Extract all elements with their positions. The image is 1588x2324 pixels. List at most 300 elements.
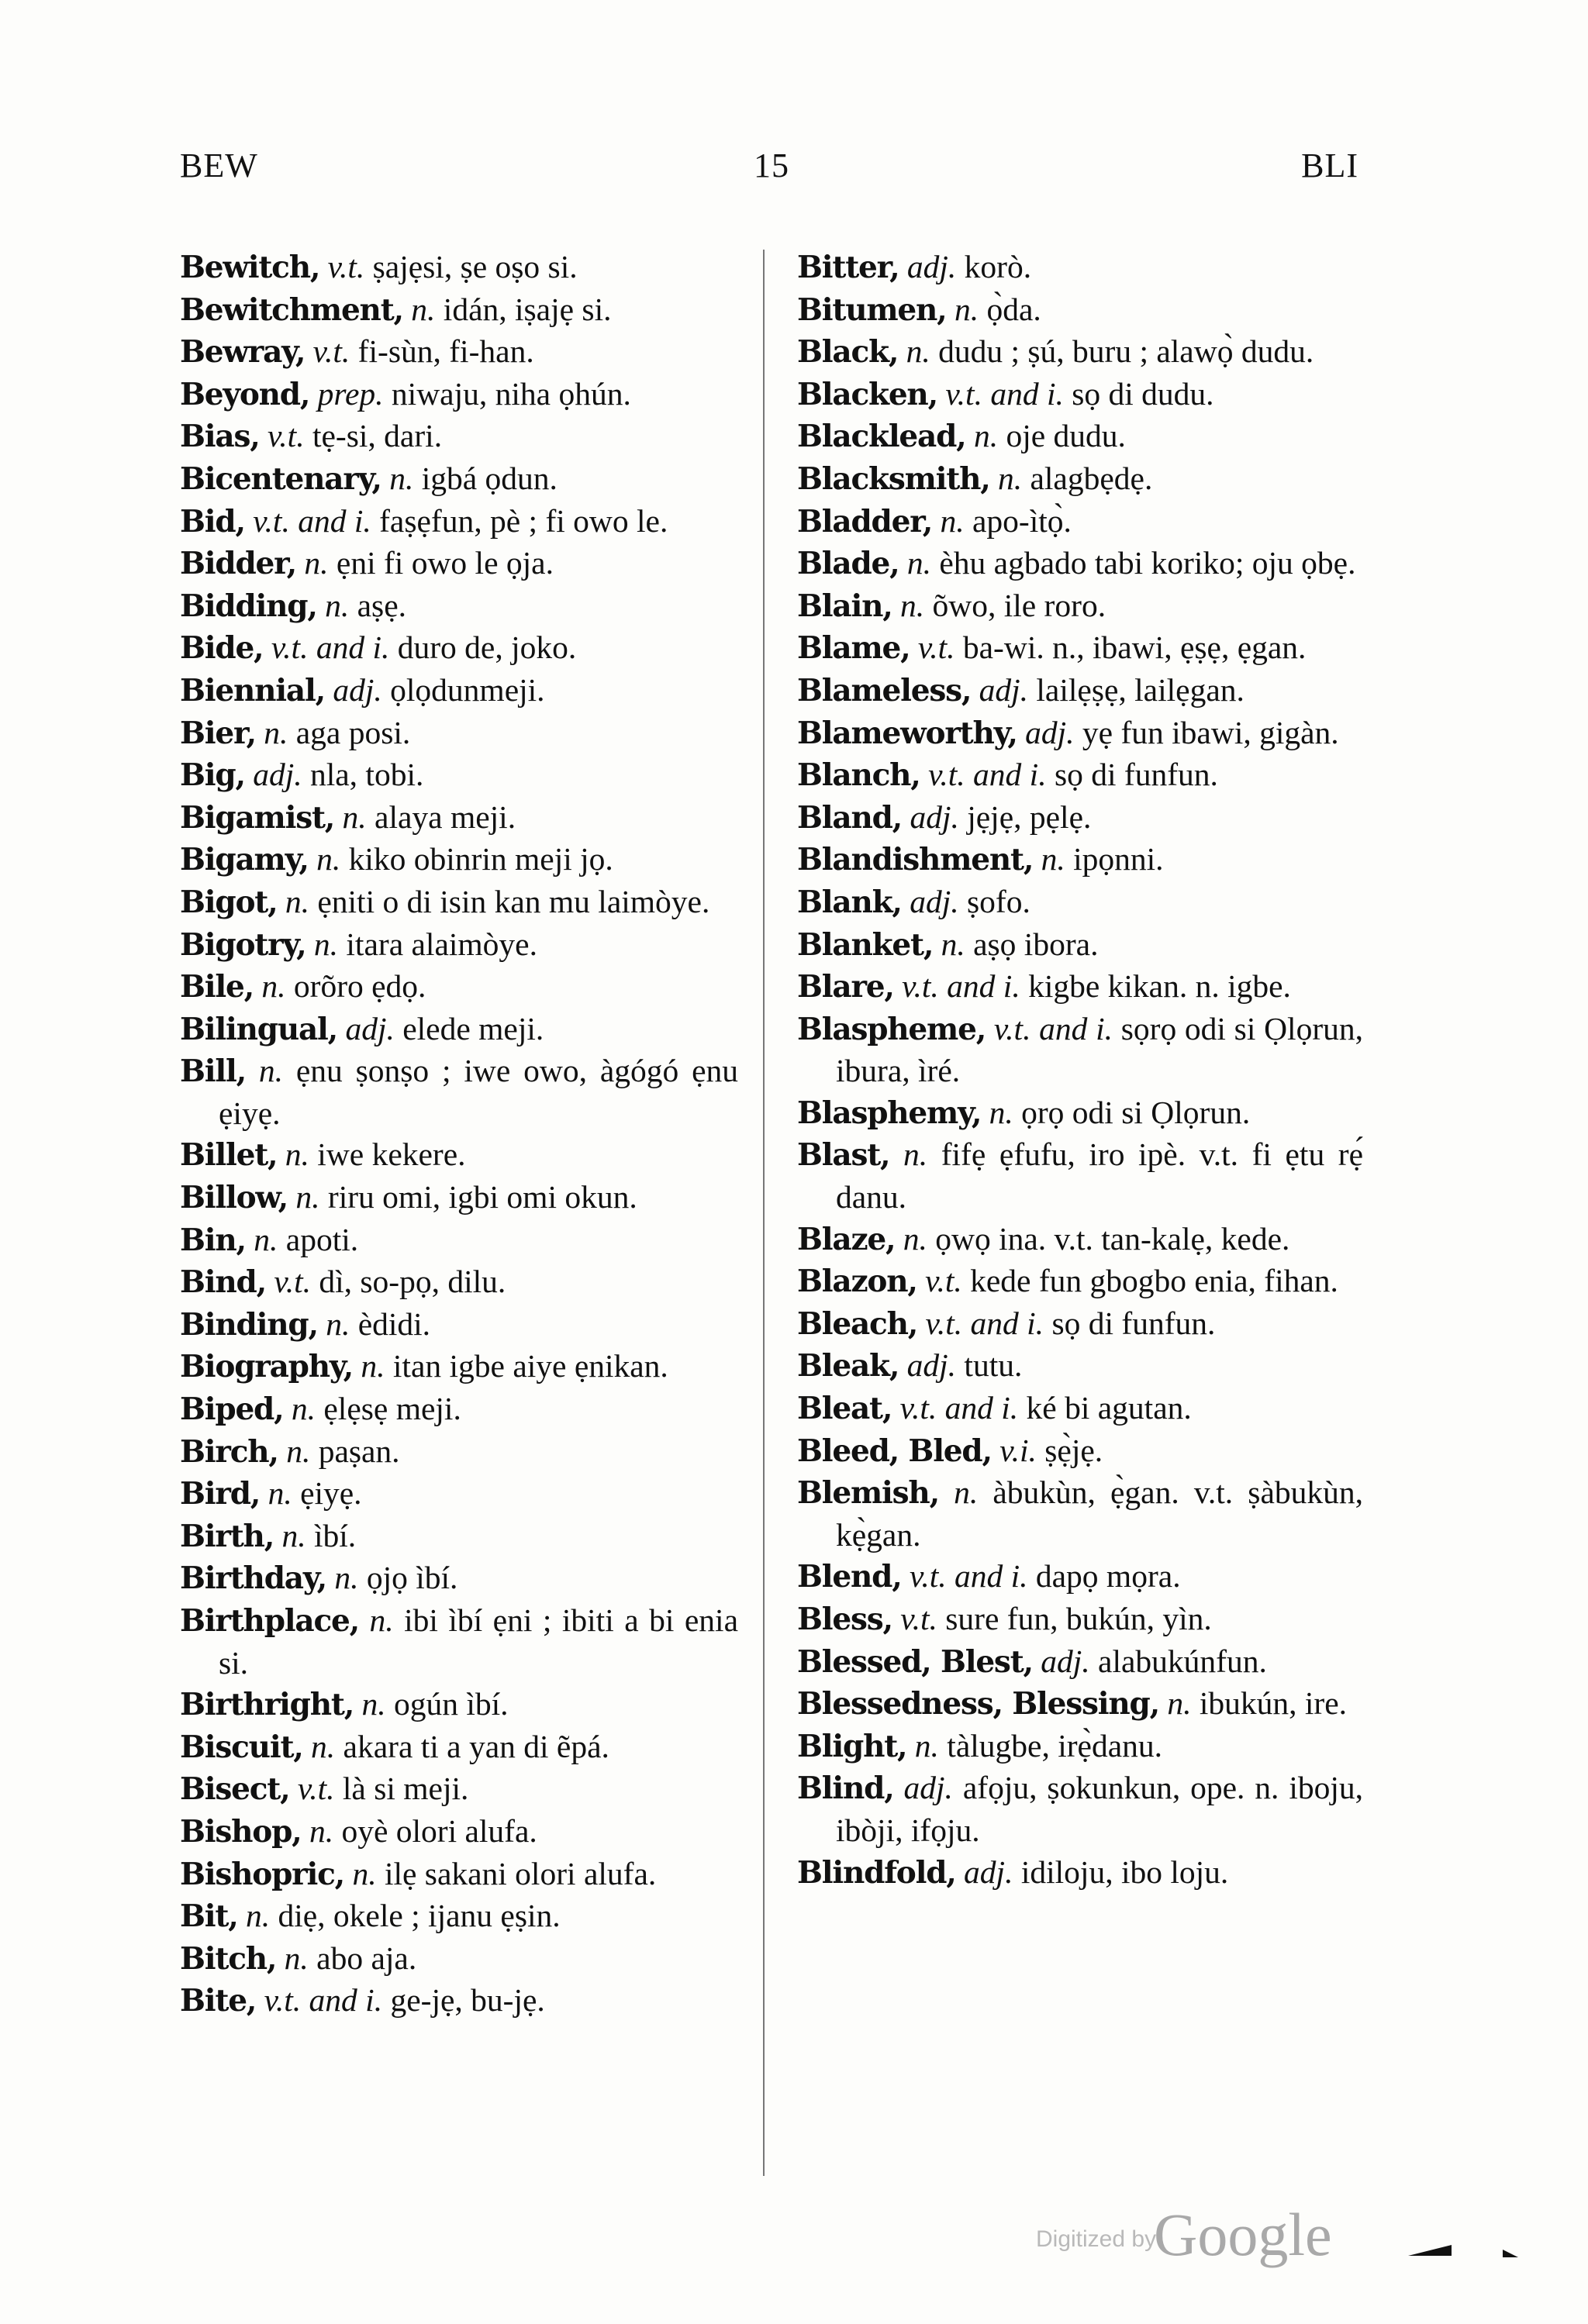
entry-part-of-speech: v.t. xyxy=(274,1264,311,1300)
entry-definition: sọ di dudu. xyxy=(1072,375,1214,412)
entry-part-of-speech: adj. xyxy=(903,1770,953,1806)
entry-definition: ge-jẹ, bu-jẹ. xyxy=(390,1982,545,2019)
entry-headword: Bias, xyxy=(180,419,260,455)
dictionary-entry xyxy=(797,289,1363,332)
dictionary-entry xyxy=(797,1683,1363,1726)
entry-definition: õwo, ile roro. xyxy=(932,587,1106,623)
entry-definition: kigbe kikan. n. igbe. xyxy=(1028,968,1291,1005)
entry-headword: Bigot, xyxy=(180,884,278,920)
entry-definition: sọ di funfun. xyxy=(1051,1305,1216,1341)
entry-definition: korò. xyxy=(964,249,1032,284)
dictionary-entry xyxy=(180,289,738,332)
entry-definition: elede meji. xyxy=(402,1010,544,1046)
entry-headword: Bin, xyxy=(180,1222,246,1258)
entry-definition: ọlọdunmeji. xyxy=(390,671,545,708)
dictionary-entry xyxy=(180,966,738,1009)
dictionary-entry xyxy=(180,374,738,416)
dictionary-entry xyxy=(180,1219,738,1262)
dictionary-entry xyxy=(797,1388,1363,1430)
entry-definition: ọrọ odi si Ọlọrun. xyxy=(1021,1094,1251,1130)
entry-definition: itan igbe aiye ẹnikan. xyxy=(392,1348,668,1384)
dictionary-entry xyxy=(180,1768,738,1811)
entry-headword: Biped, xyxy=(180,1391,284,1428)
dictionary-entry xyxy=(180,1177,738,1219)
entry-definition: àbukùn, ẹ̀gan. v.t. ṣàbukùn, kẹ̀gan. xyxy=(836,1474,1363,1553)
dictionary-entry xyxy=(180,1304,738,1346)
dictionary-entry xyxy=(180,585,738,628)
entry-headword: Birthplace, xyxy=(180,1603,359,1639)
entry-part-of-speech: n. xyxy=(997,460,1023,496)
entry-headword: Billet, xyxy=(180,1137,278,1174)
dictionary-entry xyxy=(180,1600,738,1684)
entry-part-of-speech: n. xyxy=(954,1474,979,1511)
dictionary-entry xyxy=(180,839,738,881)
dictionary-entry xyxy=(180,1473,738,1515)
dictionary-entry xyxy=(797,670,1363,712)
entry-headword: Blast, xyxy=(797,1137,890,1174)
entry-headword: Bitch, xyxy=(180,1940,277,1977)
dictionary-entry xyxy=(797,374,1363,416)
entry-definition: dapọ mọra. xyxy=(1035,1558,1181,1595)
entry-headword: Biennial, xyxy=(180,672,325,709)
google-watermark xyxy=(1036,2200,1362,2268)
dictionary-entry xyxy=(180,1261,738,1304)
entry-definition: ba-wi. n., ibawi, ẹṣẹ, ẹgan. xyxy=(962,629,1307,666)
entry-definition: alabukúnfun. xyxy=(1098,1643,1267,1679)
column-divider xyxy=(763,250,765,2176)
entry-headword: Blacken, xyxy=(797,376,937,412)
scan-mark xyxy=(1408,2245,1452,2256)
entry-part-of-speech: n. xyxy=(1041,841,1065,878)
entry-headword: Bite, xyxy=(180,1983,257,2019)
entry-headword: Bland, xyxy=(797,799,903,836)
entry-definition: idán, iṣajẹ si. xyxy=(443,291,612,327)
entry-definition: yẹ fun ibawi, gigàn. xyxy=(1082,714,1339,750)
entry-headword: Blight, xyxy=(797,1728,907,1764)
dictionary-entry xyxy=(180,1980,738,2022)
entry-definition: faṣẹfun, pè ; fi owo le. xyxy=(379,502,668,539)
entry-part-of-speech: v.t. xyxy=(925,1263,962,1299)
dictionary-entry xyxy=(797,924,1363,967)
dictionary-entry xyxy=(180,331,738,374)
dictionary-entry xyxy=(180,1853,738,1896)
entry-part-of-speech: v.t. xyxy=(327,249,365,284)
entry-definition: lailẹṣẹ, lailẹgan. xyxy=(1036,671,1245,708)
dictionary-entry xyxy=(180,881,738,924)
entry-part-of-speech: n. xyxy=(352,1855,377,1891)
entry-headword: Bitumen, xyxy=(797,291,947,328)
entry-headword: Blend, xyxy=(797,1559,902,1595)
entry-headword: Bigotry, xyxy=(180,926,306,963)
dictionary-entry xyxy=(797,1641,1363,1684)
right-column xyxy=(797,247,1363,1894)
entry-headword: Beyond, xyxy=(180,376,310,412)
entry-headword: Blanket, xyxy=(797,926,934,963)
dictionary-entry xyxy=(180,1811,738,1853)
dictionary-entry xyxy=(797,1852,1363,1895)
entry-definition: ibukún, ire. xyxy=(1199,1685,1348,1722)
entry-headword: Bicentenary, xyxy=(180,460,381,497)
entry-definition: ọ̀da. xyxy=(986,291,1041,327)
entry-headword: Bier, xyxy=(180,715,256,751)
entry-headword: Blameless, xyxy=(797,672,972,709)
dictionary-entry xyxy=(797,458,1363,501)
entry-headword: Blessed, Blest, xyxy=(797,1643,1033,1680)
entry-headword: Bid, xyxy=(180,503,245,540)
entry-part-of-speech: adj. xyxy=(1025,714,1075,750)
dictionary-entry xyxy=(797,1472,1363,1556)
dictionary-entry xyxy=(797,1345,1363,1388)
dictionary-entry xyxy=(797,966,1363,1009)
entry-headword: Blanch, xyxy=(797,757,920,794)
entry-part-of-speech: n. xyxy=(954,291,979,327)
dictionary-entry xyxy=(180,797,738,840)
entry-definition: oyè olori alufa. xyxy=(341,1812,537,1849)
entry-headword: Blameworthy, xyxy=(797,715,1017,751)
dictionary-entry xyxy=(797,1430,1363,1473)
entry-headword: Bit, xyxy=(180,1898,238,1935)
entry-part-of-speech: n. xyxy=(309,1812,334,1849)
entry-headword: Bleach, xyxy=(797,1305,918,1342)
entry-part-of-speech: v.t. and i. xyxy=(993,1010,1113,1046)
entry-definition: ọjọ ìbí. xyxy=(366,1560,458,1596)
dictionary-entry xyxy=(180,415,738,458)
dictionary-entry xyxy=(797,1598,1363,1641)
entry-definition: aṣọ ibora. xyxy=(973,926,1099,962)
entry-headword: Blasphemy, xyxy=(797,1095,982,1131)
entry-headword: Bewitchment, xyxy=(180,291,403,328)
header-guide-right: BLI xyxy=(1301,147,1358,184)
entry-part-of-speech: v.t. and i. xyxy=(253,502,371,539)
entry-part-of-speech: adj. xyxy=(1041,1643,1090,1679)
entry-part-of-speech: v.t. and i. xyxy=(899,1390,1019,1426)
entry-part-of-speech: n. xyxy=(311,1728,336,1764)
entry-part-of-speech: n. xyxy=(258,1053,283,1089)
entry-part-of-speech: v.t. xyxy=(900,1601,937,1636)
entry-definition: iwe kekere. xyxy=(317,1136,466,1173)
entry-headword: Bladder, xyxy=(797,503,933,540)
entry-headword: Black, xyxy=(797,334,899,371)
dictionary-entry xyxy=(797,415,1363,458)
entry-part-of-speech: n. xyxy=(268,1475,292,1512)
entry-definition: paṣan. xyxy=(318,1433,400,1469)
entry-headword: Blandishment, xyxy=(797,842,1034,878)
dictionary-entry xyxy=(180,1895,738,1938)
entry-definition: fi-sùn, fi-han. xyxy=(357,333,534,370)
entry-headword: Biography, xyxy=(180,1349,354,1385)
entry-definition: orõro ẹdọ. xyxy=(293,968,426,1005)
entry-headword: Bigamist, xyxy=(180,799,335,836)
entry-headword: Blare, xyxy=(797,969,894,1005)
entry-definition: sure fun, bukún, yìn. xyxy=(945,1601,1212,1636)
entry-headword: Bishop, xyxy=(180,1813,302,1850)
entry-headword: Bitter, xyxy=(797,250,899,285)
dictionary-entry xyxy=(797,1134,1363,1218)
entry-part-of-speech: adj. xyxy=(253,757,302,793)
entry-part-of-speech: n. xyxy=(940,502,965,539)
entry-part-of-speech: n. xyxy=(361,1348,385,1384)
entry-part-of-speech: n. xyxy=(899,587,925,623)
entry-headword: Bigamy, xyxy=(180,842,309,878)
entry-definition: duro de, joko. xyxy=(397,629,577,666)
entry-definition: aṣẹ. xyxy=(357,587,406,623)
dictionary-entry xyxy=(180,1557,738,1600)
entry-part-of-speech: v.t. and i. xyxy=(925,1305,1044,1341)
entry-part-of-speech: n. xyxy=(389,460,414,496)
entry-definition: riru omi, igbi omi okun. xyxy=(327,1179,637,1215)
entry-part-of-speech: prep. xyxy=(317,375,384,412)
entry-definition: ẹni fi owo le ọja. xyxy=(336,545,554,581)
entry-definition: afọju, ṣokunkun, ope. n. iboju, ibòji, ifọju. xyxy=(836,1770,1364,1848)
entry-part-of-speech: n. xyxy=(906,333,930,370)
entry-part-of-speech: n. xyxy=(245,1898,271,1934)
dictionary-entry xyxy=(180,247,738,289)
entry-part-of-speech: adj. xyxy=(910,798,959,835)
entry-part-of-speech: n. xyxy=(342,798,367,835)
dictionary-entry xyxy=(797,1219,1363,1261)
entry-part-of-speech: n. xyxy=(973,418,999,454)
dictionary-entry xyxy=(180,924,738,967)
entry-part-of-speech: adj. xyxy=(979,671,1029,708)
entry-definition: èdidi. xyxy=(357,1305,431,1342)
entry-definition: tẹ-si, dari. xyxy=(312,418,443,454)
entry-definition: ẹnu ṣonṣo ; iwe owo, àgógó ẹnu ẹiyẹ. xyxy=(219,1053,739,1131)
entry-part-of-speech: n. xyxy=(264,714,288,750)
entry-part-of-speech: v.i. xyxy=(999,1432,1037,1468)
entry-definition: tutu. xyxy=(964,1347,1023,1384)
entry-headword: Blame, xyxy=(797,630,910,667)
entry-part-of-speech: n. xyxy=(285,883,309,919)
entry-headword: Billow, xyxy=(180,1180,288,1216)
entry-definition: sọrọ odi si Ọlọrun, ibura, ìré. xyxy=(836,1010,1364,1089)
entry-definition: ẹniti o di isin kan mu laimòye. xyxy=(317,883,710,919)
entry-part-of-speech: v.t. xyxy=(297,1771,335,1807)
entry-part-of-speech: n. xyxy=(941,926,965,962)
entry-headword: Blazon, xyxy=(797,1264,917,1300)
dictionary-entry xyxy=(797,754,1363,797)
entry-part-of-speech: n. xyxy=(914,1727,939,1764)
dictionary-entry xyxy=(797,881,1363,924)
entry-part-of-speech: v.t. xyxy=(312,333,350,370)
entry-definition: ṣẹ̀jẹ. xyxy=(1044,1432,1103,1468)
entry-definition: ogún ìbí. xyxy=(393,1686,509,1722)
entry-part-of-speech: v.t. and i. xyxy=(928,757,1047,793)
entry-headword: Blain, xyxy=(797,588,892,624)
dictionary-entry xyxy=(180,1431,738,1474)
entry-definition: diẹ, okele ; ijanu ẹṣin. xyxy=(278,1898,561,1934)
dictionary-entry xyxy=(180,1726,738,1769)
entry-definition: apoti. xyxy=(285,1221,359,1257)
entry-definition: ọwọ ina. v.t. tan-kalẹ, kede. xyxy=(935,1220,1290,1257)
entry-headword: Bide, xyxy=(180,630,264,667)
dictionary-entry xyxy=(797,839,1363,881)
entry-headword: Bilingual, xyxy=(180,1011,338,1047)
entry-headword: Bleak, xyxy=(797,1348,899,1384)
entry-part-of-speech: n. xyxy=(313,926,339,962)
entry-part-of-speech: n. xyxy=(284,1940,309,1976)
entry-definition: abo aja. xyxy=(316,1940,417,1976)
dictionary-entry xyxy=(180,1684,738,1726)
entry-definition: tàlugbe, irẹ̀danu. xyxy=(947,1727,1163,1764)
entry-headword: Blaspheme, xyxy=(797,1011,986,1047)
entry-headword: Big, xyxy=(180,757,245,794)
entry-part-of-speech: adj. xyxy=(333,671,382,708)
entry-part-of-speech: adj. xyxy=(906,1347,957,1384)
dictionary-entry xyxy=(797,1767,1363,1851)
dictionary-entry xyxy=(797,1303,1363,1346)
entry-part-of-speech: n. xyxy=(295,1179,320,1215)
entry-definition: kede fun gbogbo enia, fihan. xyxy=(970,1263,1338,1299)
entry-headword: Bile, xyxy=(180,969,254,1005)
entry-headword: Bisect, xyxy=(180,1771,290,1808)
entry-headword: Blemish, xyxy=(797,1475,939,1512)
dictionary-entry xyxy=(180,1346,738,1388)
entry-definition: ipọnni. xyxy=(1073,841,1164,878)
entry-definition: ṣofo. xyxy=(966,883,1030,919)
entry-part-of-speech: v.t. xyxy=(917,629,955,666)
entry-part-of-speech: v.t. and i. xyxy=(271,629,390,666)
watermark-google-logo: Google xyxy=(1154,2201,1332,2268)
dictionary-entry xyxy=(180,1388,738,1431)
dictionary-entry xyxy=(180,670,738,712)
entry-definition: igbá ọdun. xyxy=(421,460,558,496)
entry-headword: Binding, xyxy=(180,1306,318,1343)
entry-definition: ibi ìbí ẹni ; ibiti a bi enia si. xyxy=(219,1602,738,1681)
entry-headword: Birch, xyxy=(180,1433,278,1470)
left-column xyxy=(180,247,738,2022)
entry-definition: dudu ; ṣú, buru ; alawọ̀ dudu. xyxy=(938,333,1314,370)
entry-part-of-speech: n. xyxy=(326,1305,350,1342)
entry-definition: dì, so-pọ, dilu. xyxy=(319,1264,506,1300)
dictionary-entry xyxy=(797,712,1363,755)
entry-part-of-speech: v.t. and i. xyxy=(902,968,1020,1005)
entry-definition: sọ di funfun. xyxy=(1054,757,1218,793)
page-header xyxy=(180,146,1358,192)
entry-definition: alagbẹdẹ. xyxy=(1030,460,1153,496)
entry-headword: Bleat, xyxy=(797,1391,892,1427)
entry-part-of-speech: n. xyxy=(361,1686,386,1722)
entry-headword: Bidding, xyxy=(180,588,317,624)
entry-definition: idiloju, ibo loju. xyxy=(1020,1853,1229,1890)
entry-headword: Blessedness, Blessing, xyxy=(797,1686,1159,1722)
entry-definition: ìbí. xyxy=(313,1517,357,1553)
dictionary-entry xyxy=(797,1092,1363,1135)
entry-part-of-speech: n. xyxy=(286,1433,311,1469)
entry-part-of-speech: v.t. and i. xyxy=(264,1982,383,2019)
dictionary-entry xyxy=(180,458,738,501)
entry-headword: Bidder, xyxy=(180,546,297,582)
entry-part-of-speech: n. xyxy=(369,1602,394,1638)
dictionary-entry xyxy=(797,797,1363,840)
entry-definition: akara ti a yan di ẽpá. xyxy=(343,1728,609,1764)
dictionary-entry xyxy=(180,712,738,755)
entry-headword: Birth, xyxy=(180,1518,274,1554)
entry-headword: Blade, xyxy=(797,546,899,582)
entry-definition: ké bi agutan. xyxy=(1026,1390,1192,1426)
dictionary-entry xyxy=(180,627,738,670)
entry-definition: apo-ìtọ̀. xyxy=(972,502,1072,539)
dictionary-entry xyxy=(180,501,738,543)
entry-headword: Blaze, xyxy=(797,1221,896,1257)
entry-headword: Blacklead, xyxy=(797,419,966,455)
entry-definition: kiko obinrin meji jọ. xyxy=(348,841,613,878)
entry-definition: ẹiyẹ. xyxy=(300,1475,362,1512)
header-guide-left: BEW xyxy=(180,147,258,184)
entry-part-of-speech: n. xyxy=(1167,1685,1192,1722)
watermark-digitized-text: Digitized by xyxy=(1036,2226,1157,2252)
dictionary-entry xyxy=(797,247,1363,289)
entry-part-of-speech: v.t. xyxy=(267,418,305,454)
dictionary-entry xyxy=(180,1938,738,1981)
dictionary-entry xyxy=(797,1009,1363,1092)
entry-definition: èhu agbado tabi koriko; oju ọbẹ. xyxy=(939,545,1356,581)
dictionary-entry xyxy=(797,1726,1363,1768)
entry-headword: Bewray, xyxy=(180,334,306,371)
entry-headword: Blacksmith, xyxy=(797,460,990,497)
entry-headword: Bird, xyxy=(180,1476,261,1512)
entry-definition: ilẹ sakani olori alufa. xyxy=(384,1855,657,1891)
dictionary-entry xyxy=(180,1134,738,1177)
entry-part-of-speech: n. xyxy=(334,1560,359,1596)
entry-headword: Blindfold, xyxy=(797,1854,956,1891)
entry-definition: nla, tobi. xyxy=(309,757,424,793)
entry-part-of-speech: n. xyxy=(989,1094,1013,1130)
entry-part-of-speech: n. xyxy=(903,1220,927,1257)
entry-headword: Biscuit, xyxy=(180,1729,303,1765)
entry-headword: Bewitch, xyxy=(180,250,320,285)
entry-headword: Blank, xyxy=(797,884,902,920)
page-number: 15 xyxy=(754,147,789,184)
entry-part-of-speech: n. xyxy=(411,291,436,327)
entry-headword: Birthday, xyxy=(180,1560,326,1597)
dictionary-entry xyxy=(797,1260,1363,1303)
entry-part-of-speech: adj. xyxy=(910,883,959,919)
dictionary-entry xyxy=(797,1556,1363,1598)
entry-headword: Birthright, xyxy=(180,1687,354,1723)
entry-part-of-speech: adj. xyxy=(906,249,957,284)
entry-part-of-speech: adj. xyxy=(964,1853,1013,1890)
dictionary-entry xyxy=(180,1050,738,1134)
dictionary-entry xyxy=(180,543,738,585)
dictionary-entry xyxy=(180,1515,738,1558)
entry-headword: Bill, xyxy=(180,1053,246,1090)
entry-definition: aga posi. xyxy=(295,714,411,750)
entry-part-of-speech: n. xyxy=(285,1136,309,1173)
dictionary-entry xyxy=(180,1009,738,1051)
dictionary-entry xyxy=(797,331,1363,374)
entry-definition: ṣajẹsi, ṣe oṣo si. xyxy=(372,249,578,284)
entry-headword: Blind, xyxy=(797,1771,894,1807)
entry-part-of-speech: n. xyxy=(254,1221,278,1257)
entry-part-of-speech: n. xyxy=(304,545,329,581)
entry-definition: jẹjẹ, pẹlẹ. xyxy=(967,798,1092,835)
entry-part-of-speech: n. xyxy=(325,587,350,623)
entry-part-of-speech: v.t. and i. xyxy=(945,375,1064,412)
entry-part-of-speech: n. xyxy=(316,841,341,878)
entry-headword: Bishopric, xyxy=(180,1856,345,1892)
entry-definition: oje dudu. xyxy=(1006,418,1126,454)
dictionary-entry xyxy=(797,501,1363,543)
entry-definition: là si meji. xyxy=(342,1771,469,1807)
entry-part-of-speech: n. xyxy=(281,1517,306,1553)
entry-definition: ẹlẹsẹ meji. xyxy=(323,1391,461,1427)
entry-headword: Bind, xyxy=(180,1264,266,1301)
entry-part-of-speech: n. xyxy=(261,968,286,1005)
dictionary-entry xyxy=(797,543,1363,585)
entry-definition: alaya meji. xyxy=(375,798,516,835)
entry-headword: Bleed, Bled, xyxy=(797,1433,992,1469)
entry-definition: itara alaimòye. xyxy=(346,926,537,962)
